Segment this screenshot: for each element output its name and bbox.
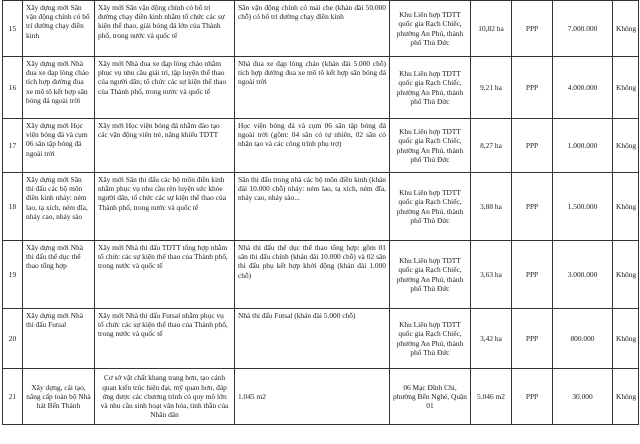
cell-project-name: Xây dựng mới Học viện bóng đá và cụm 06 sân tập bóng đá ngoài trời: [23, 119, 95, 173]
cell-investment-form: PPP: [512, 119, 553, 173]
cell-area: 3,88 ha: [471, 173, 512, 241]
cell-area: 5.046 m2: [471, 369, 512, 425]
cell-project-name: Xây dựng mới Nhà đua xe đạp lòng chảo tích hợp đường đua xe mô tô kết hợp sân bóng đá ngoài trời: [23, 57, 95, 119]
cell-area: 3,63 ha: [471, 241, 512, 309]
table-row: [3, 309, 639, 369]
cell-stt: 15: [3, 1, 23, 57]
cell-location: Khu Liên hợp TDTT quốc gia Rạch Chiếc, phường An Phú, thành phố Thủ Đức: [390, 309, 471, 369]
cell-note: Không: [613, 309, 639, 369]
cell-note: Không: [613, 57, 639, 119]
cell-scale: Học viện bóng đá và cụm 06 sân tập bóng đá ngoài trời (gồm: 04 sân cỏ tự nhiên, 02 sân cỏ nhân tạo và các công trình phụ trợ): [235, 119, 390, 173]
cell-area: 10,82 ha: [471, 1, 512, 57]
cell-note: Không: [613, 119, 639, 173]
cell-location: Khu Liên hợp TDTT quốc gia Rạch Chiếc, phường An Phú, thành phố Thủ Đức: [390, 119, 471, 173]
cell-location: Khu Liên hợp TDTT quốc gia Rạch Chiếc, phường An Phú, thành phố Thủ Đức: [390, 57, 471, 119]
cell-purpose: Xây mới Nhà thi đấu Futsal nhằm phục vụ tổ chức các sự kiện thể thao của Thành phố, trong nước và quốc tế: [95, 309, 235, 369]
cell-stt: 17: [3, 119, 23, 173]
cell-purpose: Xây mới Nhà đua xe đạp lòng chảo nhằm phục vụ nhu cầu giải trí, tập luyện thể thao của người dân; tổ chức các sự kiện thể thao của Thành phố, trong nước và quốc tế: [95, 57, 235, 119]
cell-project-name: Xây dựng, cải tạo, nâng cấp toàn bộ Nhà hát Bến Thành: [23, 369, 95, 425]
cell-location: Khu Liên hợp TDTT quốc gia Rạch Chiếc, phường An Phú, thành phố Thủ Đức: [390, 173, 471, 241]
table-row: [3, 57, 639, 119]
cell-scale: Sân thi đấu trong nhà các bộ môn điền kinh (khán đài 10.000 chỗ) nhảy: ném lao, tạ xích, ném đĩa, nhảy cao, nhảy sào...: [235, 173, 390, 241]
cell-stt: 16: [3, 57, 23, 119]
cell-project-name: Xây dựng mới Sân vận động chính có bố trí đường chạy điền kinh: [23, 1, 95, 57]
cell-project-name: Xây dựng mới Nhà thi đấu thể dục thể thao tổng hợp: [23, 241, 95, 309]
cell-stt: 20: [3, 309, 23, 369]
table-row: [3, 119, 639, 173]
table-row: [3, 1, 639, 57]
cell-stt: 21: [3, 369, 23, 425]
cell-purpose: Xây mới Nhà thi đấu TDTT tổng hợp nhằm tổ chức các sự kiện thể thao của Thành phố, trong nước và quốc tế: [95, 241, 235, 309]
cell-investment: 3.000.000: [553, 241, 613, 309]
cell-purpose: Xây mới Sân thi đấu các bộ môn điền kinh nhằm phục vụ nhu cầu rèn luyện sức khỏe người dân, tổ chức các sự kiện thể thao của Thành phố, trong nước và quốc tế: [95, 173, 235, 241]
cell-scale: 1.045 m2: [235, 369, 390, 425]
cell-investment-form: PPP: [512, 369, 553, 425]
cell-investment: 7.000.000: [553, 1, 613, 57]
cell-investment-form: PPP: [512, 57, 553, 119]
cell-stt: 18: [3, 173, 23, 241]
cell-note: Không: [613, 1, 639, 57]
table-row: [3, 369, 639, 425]
cell-area: 9,21 ha: [471, 57, 512, 119]
cell-investment: 1.000.000: [553, 119, 613, 173]
cell-investment: 4.000.000: [553, 57, 613, 119]
cell-investment-form: PPP: [512, 241, 553, 309]
cell-investment-form: PPP: [512, 173, 553, 241]
cell-project-name: Xây dựng mới Nhà thi đấu Futsal: [23, 309, 95, 369]
cell-investment: 800.000: [553, 309, 613, 369]
cell-investment: 30.000: [553, 369, 613, 425]
cell-area: 8,27 ha: [471, 119, 512, 173]
cell-note: Không: [613, 369, 639, 425]
table-body: [3, 1, 639, 425]
cell-scale: Nhà thi đấu thể dục thể thao tổng hợp: gồm 01 sân thi đấu chính (khán đài 10.000 chỗ) và 02 sân thi đấu phụ kết hợp khởi động (khán đài 1.000 chỗ): [235, 241, 390, 309]
cell-area: 3,42 ha: [471, 309, 512, 369]
cell-investment-form: PPP: [512, 1, 553, 57]
table-row: [3, 173, 639, 241]
cell-purpose: Cơ sở vật chất khang trang hơn, tạo cảnh quan kiến trúc hiện đại, mỹ quan hơn, đáp ứng được các chương trình có quy mô lớn và nhu cầu sinh hoạt văn hóa, tinh thần của Nhân dân: [95, 369, 235, 425]
cell-note: Không: [613, 241, 639, 309]
cell-scale: Sân vận động chính có mái che (khán đài 50.000 chỗ) có bố trí đường chạy điền kinh: [235, 1, 390, 57]
project-table: [2, 0, 639, 425]
cell-stt: 19: [3, 241, 23, 309]
cell-purpose: Xây mới Sân vận động chính có bố trí đường chạy điền kinh nhằm tổ chức các sự kiện thể thao, giải bóng đá lớn của Thành phố, trong nước và quốc tế: [95, 1, 235, 57]
cell-purpose: Xây mới Học viện bóng đá nhằm đào tạo các vận động viên trẻ, năng khiếu TDTT: [95, 119, 235, 173]
cell-investment-form: PPP: [512, 309, 553, 369]
cell-location: Khu Liên hợp TDTT quốc gia Rạch Chiếc, phường An Phú, thành phố Thủ Đức: [390, 241, 471, 309]
cell-project-name: Xây dựng mới Sân thi đấu các bộ môn điền kinh nhảy: ném lao, tạ xích, ném đĩa, nhảy cao, nhảy sào: [23, 173, 95, 241]
cell-investment: 1.500.000: [553, 173, 613, 241]
cell-scale: Nhà thi đấu Futsal (khán đài 5.000 chỗ): [235, 309, 390, 369]
cell-location: 06 Mạc Đĩnh Chi, phường Bến Nghé, Quận 01: [390, 369, 471, 425]
cell-note: Không: [613, 173, 639, 241]
cell-scale: Nhà đua xe đạp lòng chảo (khán đài 5.000 chỗ) tích hợp đường đua xe mô tô kết hợp sân bóng đá ngoài trời: [235, 57, 390, 119]
cell-location: Khu Liên hợp TDTT quốc gia Rạch Chiếc, phường An Phú, thành phố Thủ Đức: [390, 1, 471, 57]
table-row: [3, 241, 639, 309]
